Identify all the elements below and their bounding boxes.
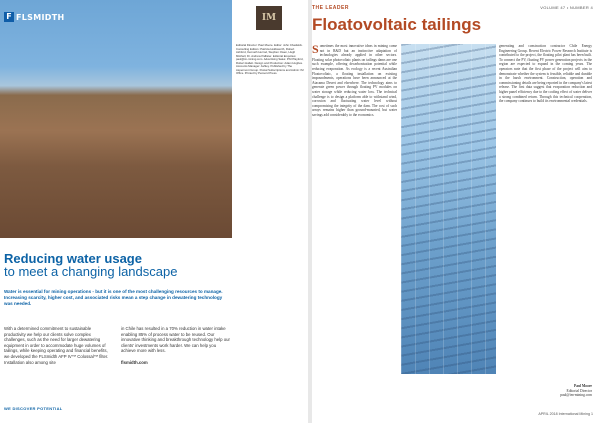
article-column-1	[312, 44, 397, 118]
drop-cap: S	[312, 42, 319, 56]
page-footer: APRIL 2018 International Mining 1	[538, 412, 593, 416]
author-email[interactable]: paul@im-mining.com	[560, 393, 592, 398]
article-column-1-text: ometimes the most innovative ideas in mining come not in R&D but an instinctive adaptation of technologies already applied in other sectors. Floating solar photovoltaic plants on tailings dams are one such example, offering decarbonisation potential while reducing evaporation. As ecology is a recent Australian Floatovoltaic, a floating installation on existing impoundments, operations have been announced at the Atacama Desert and elsewhere. The technology aims to generate green power through floating PV modules on water storage while reducing water loss. The technical challenge is to design a platform able to withstand wind, corrosion and fluctuating water level without compromising the integrity of the dam. The cost of such arrays remains higher than ground-mounted, but water savings add considerably to the economics.	[312, 44, 397, 117]
flsmidth-advertisement	[0, 0, 232, 423]
ad-body	[4, 326, 230, 365]
article-title: Floatovoltaic tailings	[312, 15, 482, 34]
masthead-column	[232, 0, 308, 423]
author-signature	[499, 384, 592, 398]
ad-website-link[interactable]: flsmidth.com	[121, 359, 148, 365]
author-name: Paul Moore	[574, 384, 592, 388]
im-logo: IM	[256, 6, 282, 30]
ad-body-col2	[121, 326, 230, 365]
ad-body-col2-text: in Chile has resulted in a 70% reduction in water intake enabling 85% of process water to be reused. Our innovative thinking and breakthrough technology help our clients' investments work harder. We can help you achieve more with less.	[121, 326, 230, 354]
ad-lead-paragraph: Water is essential for mining operations - but it is one of the most challenging resources to manage. Increasing scarcity, higher cost, and associated risks mean a step change in dewatering technology was needed.	[4, 289, 223, 306]
section-label: THE LEADER	[312, 5, 349, 11]
flsmidth-logo-icon: F	[4, 12, 14, 22]
leader-article	[312, 0, 599, 423]
masthead-staff-list: Editorial Director: Paul Moore. Editor: John Chadwick. Consulting Editors: Patricia Holdsworth, Robert Ashford, Kenneth Herrod, Stephen Owen, Hugh Mitchell, Dr. Andrew Pallister. Editorial Enquiries: paul@im-mining.com. Advertising Sales: Phil Playford, Robert Hallett. Design and Production: Adam Hughes. Accounts Manager: Ashley. Published by The Aspermont Group. Postal Subscriptions and Admin: IM Office. Printed by Pensord Press.	[236, 43, 304, 75]
ad-tagline: WE DISCOVER POTENTIAL	[4, 406, 63, 411]
article-column-3: generating and construction contractor Chile Energy Engineering Group. Recent Electric Power Research Institute is contributed to the project, the floating pilot plant has been built. To connect the PV, floating PV power generation projects in the region are expected to expand in the coming years. The operators note that the first phase of the project will aim to demonstrate whether the system is feasible, reliable and durable in the harsh environment. Construction, operation and commissioning details are being reported in the company's latest release. The first data suggest that evaporation reduction and higher panel efficiency due to the cooling effect of water deliver a strong combined return. Through this technical cooperation, the company continues to build its environmental credentials.	[499, 44, 592, 104]
mine-photo	[0, 0, 232, 238]
flsmidth-logo-text: FLSMIDTH	[16, 12, 65, 22]
ad-headline: Reducing water usage	[4, 251, 142, 266]
issue-label: VOLUME 47 • NUMBER 4	[540, 5, 593, 10]
ad-body-col1: With a determined commitment to sustainable productivity we help our clients solve complex challenges, such as the need for larger dewatering equipment in order to accommodate huge volumes of tailings, while keeping operating and financial benefits, we developed the FLSmidth AFP IV™ Colossal™ filter. Installation also among site	[4, 326, 109, 365]
author-role: Editorial Director	[566, 388, 592, 393]
floating-solar-photo	[401, 44, 496, 374]
flsmidth-logo[interactable]	[4, 10, 64, 24]
ad-subhead: to meet a changing landscape	[4, 264, 178, 279]
